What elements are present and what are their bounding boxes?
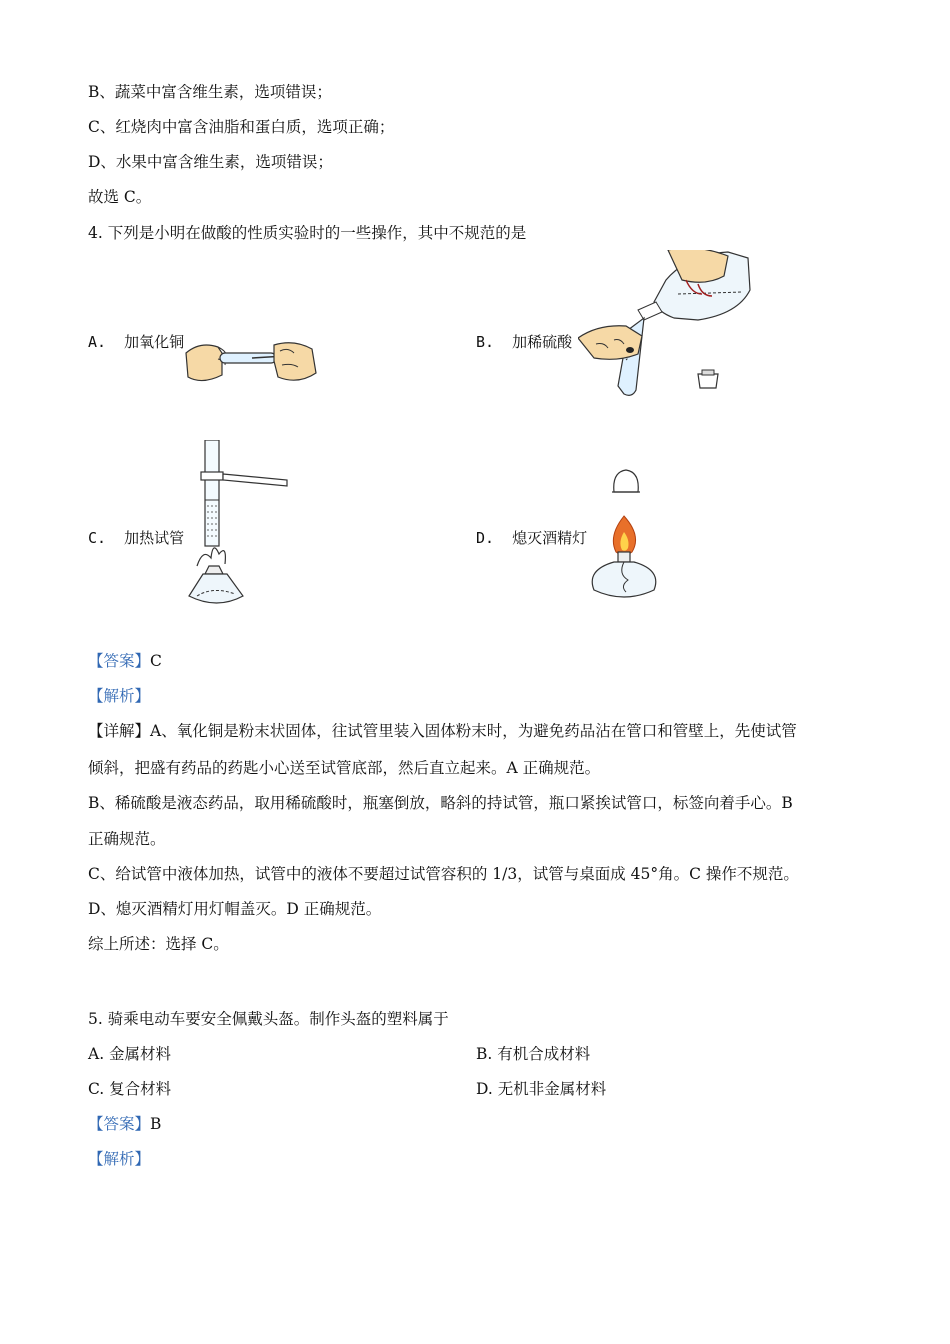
q4-detail-b-line2: 正确规范。 (88, 830, 166, 848)
q3-conclusion: 故选 C。 (88, 188, 152, 206)
q3-option-c-explanation: C、红烧肉中富含油脂和蛋白质，选项正确； (88, 118, 395, 136)
q4-summary: 综上所述：选择 C。 (88, 935, 229, 953)
option-letter: A. (88, 333, 107, 351)
q5-answer (88, 1114, 161, 1134)
extinguishing-alcohol-lamp-illustration (584, 462, 664, 607)
detail-text: A、氧化铜是粉末状固体，往试管里装入固体粉末时，为避免药品沾在管口和管壁上，先使试管 (150, 722, 797, 740)
q4-detail-a-line2: 倾斜，把盛有药品的药匙小心送至试管底部，然后直立起来。A 正确规范。 (88, 759, 601, 777)
answer-label: 【答案】 (88, 652, 151, 670)
option-text: 加热试管 (124, 529, 185, 547)
q4-analysis-label: 【解析】 (88, 687, 151, 705)
pouring-sulfuric-acid-illustration (578, 250, 758, 400)
q5-option-d: D. 无机非金属材料 (476, 1080, 607, 1098)
q5-option-b: B. 有机合成材料 (476, 1045, 591, 1063)
option-text: 熄灭酒精灯 (512, 529, 588, 547)
q4-option-b (476, 332, 572, 352)
answer-value: C (150, 652, 162, 670)
q5-option-c: C. 复合材料 (88, 1080, 172, 1098)
q4-stem: 4. 下列是小明在做酸的性质实验时的一些操作，其中不规范的是 (88, 224, 527, 242)
option-text: 加氧化铜 (124, 333, 185, 351)
q4-detail-d: D、熄灭酒精灯用灯帽盖灭。D 正确规范。 (88, 900, 382, 918)
detail-label: 【详解】 (88, 722, 151, 740)
q3-option-d-explanation: D、水果中富含维生素，选项错误； (88, 153, 333, 171)
option-text: 加稀硫酸 (512, 333, 573, 351)
q4-answer (88, 651, 162, 671)
answer-label: 【答案】 (88, 1115, 151, 1133)
option-letter: B. (476, 333, 495, 351)
q4-option-a (88, 332, 184, 352)
answer-value: B (150, 1115, 162, 1133)
q4-detail-a-line1 (88, 721, 797, 741)
heating-test-tube-illustration (183, 440, 293, 610)
q5-stem: 5. 骑乘电动车要安全佩戴头盔。制作头盔的塑料属于 (88, 1010, 449, 1028)
q4-option-c (88, 528, 184, 548)
q5-option-a: A. 金属材料 (88, 1045, 172, 1063)
hands-adding-powder-illustration (182, 333, 322, 389)
q3-option-b-explanation: B、蔬菜中富含维生素，选项错误； (88, 83, 332, 101)
q4-option-d (476, 528, 587, 548)
q4-detail-b-line1: B、稀硫酸是液态药品，取用稀硫酸时，瓶塞倒放，略斜的持试管，瓶口紧挨试管口，标签向着手心。B (88, 794, 793, 812)
option-letter: D. (476, 529, 495, 547)
option-letter: C. (88, 529, 107, 547)
q5-analysis-label: 【解析】 (88, 1150, 151, 1168)
q4-detail-c: C、给试管中液体加热，试管中的液体不要超过试管容积的 1/3，试管与桌面成 45°角。C 操作不规范。 (88, 865, 799, 883)
